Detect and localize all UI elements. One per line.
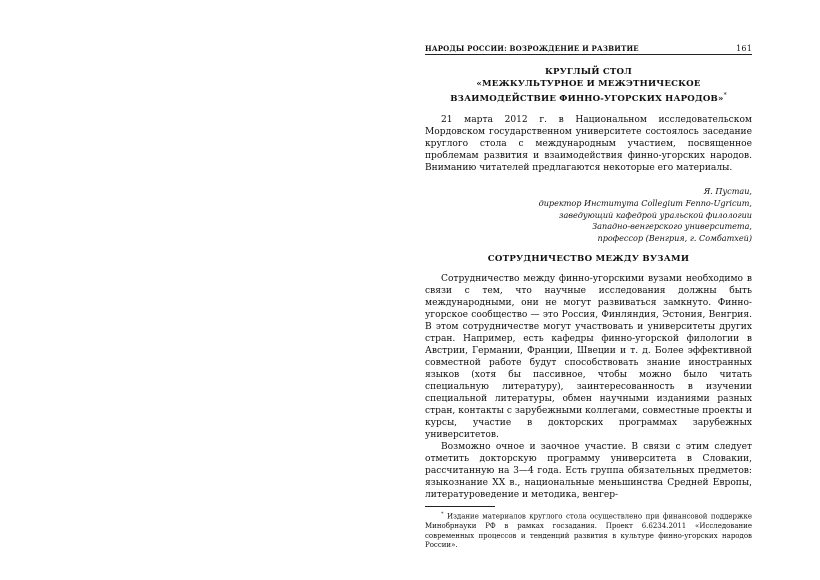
author-name: Я. Пустаи, — [703, 186, 752, 197]
intro-paragraph: 21 марта 2012 г. в Национальном исследовательском Мордовском государственном университете состоялось заседание круглого стола с международным участием, посвященное проблемам развития и взаимодействия финно-угорских народов. Вниманию читателей предлагаются некоторые его материалы. — [425, 115, 752, 174]
section-heading: СОТРУДНИЧЕСТВО МЕЖДУ ВУЗАМИ — [487, 254, 690, 265]
author-signature — [425, 186, 752, 244]
title-footnote-mark: * — [723, 92, 727, 99]
running-title: НАРОДЫ РОССИИ: ВОЗРОЖДЕНИЕ И РАЗВИТИЕ — [425, 44, 639, 53]
title-line-2: «МЕЖКУЛЬТУРНОЕ И МЕЖЭТНИЧЕСКОЕ — [476, 78, 701, 89]
body-paragraph-1: Сотрудничество между финно-угорскими вузами необходимо в связи с тем, что научные исследования должны быть международными, они не могут развиваться замкнуто. Финно-угорское сообщество — это Россия, Финляндия, Эстония, Венгрия. В этом сотрудничестве могут участвовать и университеты других стран. Например, есть кафедры финно-угорской филологии в Австрии, Германии, Франции, Швеции и т. д. Более эффективной совместной работе будут способствовать знание иностранных языков (хотя бы пассивное, чтобы можно было читать специальную литературу), заинтересованность в изучении специальной литературы, обмен научными изданиями разных стран, контакты с зарубежными коллегами, совместные проекты и курсы, участие в докторских программах зарубежных университетов. — [425, 274, 752, 441]
author-position-3: Западно-венгерского университета, — [592, 221, 752, 232]
page-number: 161 — [736, 44, 752, 53]
footnote-mark: * — [441, 511, 444, 518]
running-header — [425, 44, 752, 55]
journal-page — [425, 44, 752, 558]
footnote-text: Издание материалов круглого стола осуществлено при финансовой поддержке Минобрнауки РФ в рамках госзадания. Проект 6.6234.2011 «Исследование современных процессов и тенденций развития в культуре финно-угорских народов России». — [425, 512, 752, 550]
footnote — [425, 510, 752, 551]
article-title — [425, 67, 752, 105]
footnote-rule — [425, 506, 495, 507]
title-line-3: ВЗАИМОДЕЙСТВИЕ ФИННО-УГОРСКИХ НАРОДОВ»* — [450, 92, 727, 104]
author-position-2: заведующий кафедрой уральской филологии — [559, 209, 752, 220]
body-paragraph-2: Возможно очное и заочное участие. В связи с этим следует отметить докторскую программу университета в Словакии, рассчитанную на 3—4 года. Есть группа обязательных предметов: языкознание XX в., национальные меньшинства Средней Европы, литературоведение и методика, венгер- — [425, 442, 752, 501]
title-line-1: КРУГЛЫЙ СТОЛ — [545, 67, 632, 77]
author-position-4: профессор (Венгрия, г. Сомбатхей) — [597, 232, 752, 243]
author-position-1: директор Института Collegium Fenno-Ugricum, — [538, 197, 752, 208]
